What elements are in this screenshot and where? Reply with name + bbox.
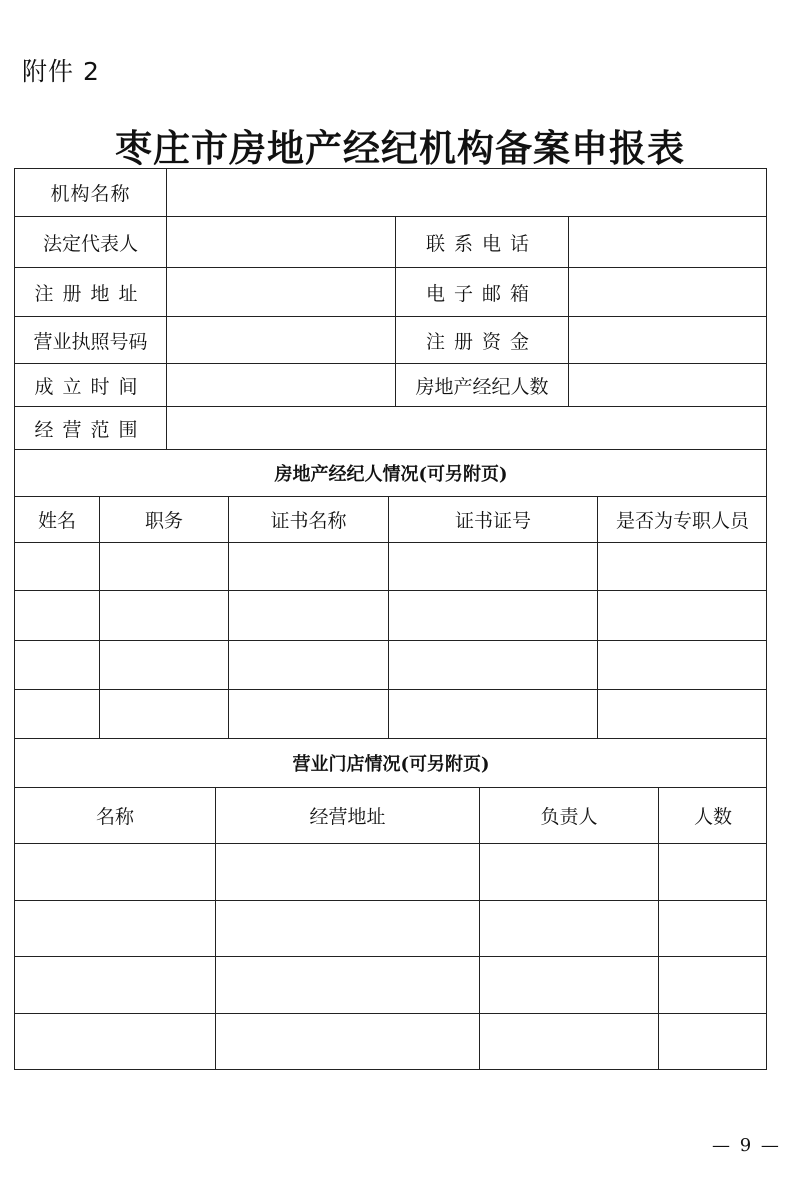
agent-count-label: 房地产经纪人数: [396, 364, 569, 407]
table-cell[interactable]: [100, 543, 229, 591]
table-cell[interactable]: [389, 641, 598, 690]
table-cell[interactable]: [216, 844, 480, 901]
capital-label: 注册资金: [396, 317, 569, 364]
registration-form-table: [14, 168, 767, 1070]
stores-col-manager: 负责人: [480, 788, 659, 844]
table-cell[interactable]: [15, 690, 100, 739]
table-cell[interactable]: [389, 543, 598, 591]
table-cell[interactable]: [659, 901, 767, 957]
table-cell[interactable]: [100, 690, 229, 739]
reg-address-field[interactable]: [167, 268, 396, 317]
table-cell[interactable]: [216, 901, 480, 957]
table-cell[interactable]: [100, 641, 229, 690]
table-cell[interactable]: [598, 641, 767, 690]
table-cell[interactable]: [480, 844, 659, 901]
table-cell[interactable]: [15, 591, 100, 641]
form-title: 枣庄市房地产经纪机构备案申报表: [115, 126, 685, 170]
table-cell[interactable]: [598, 591, 767, 641]
table-cell[interactable]: [216, 957, 480, 1014]
agent-count-field[interactable]: [569, 364, 767, 407]
table-cell[interactable]: [229, 543, 389, 591]
table-cell[interactable]: [15, 1014, 216, 1069]
table-cell[interactable]: [15, 901, 216, 957]
stores-col-address: 经营地址: [216, 788, 480, 844]
founded-field[interactable]: [167, 364, 396, 407]
table-cell[interactable]: [229, 641, 389, 690]
table-cell[interactable]: [659, 1014, 767, 1069]
table-cell[interactable]: [15, 844, 216, 901]
reg-address-label: 注册地址: [15, 268, 167, 317]
legal-rep-label: 法定代表人: [15, 217, 167, 268]
table-cell[interactable]: [15, 641, 100, 690]
table-cell[interactable]: [389, 690, 598, 739]
scope-field[interactable]: [167, 407, 767, 450]
table-cell[interactable]: [480, 901, 659, 957]
table-cell[interactable]: [15, 957, 216, 1014]
capital-field[interactable]: [569, 317, 767, 364]
agents-section-heading: 房地产经纪人情况(可另附页): [15, 450, 767, 497]
phone-label: 联系电话: [396, 217, 569, 268]
stores-col-name: 名称: [15, 788, 216, 844]
agents-col-fulltime: 是否为专职人员: [598, 497, 767, 543]
table-cell[interactable]: [100, 591, 229, 641]
table-cell[interactable]: [598, 690, 767, 739]
org-name-field[interactable]: [167, 169, 767, 217]
license-field[interactable]: [167, 317, 396, 364]
table-cell[interactable]: [229, 591, 389, 641]
license-label: 营业执照号码: [15, 317, 167, 364]
agents-col-name: 姓名: [15, 497, 100, 543]
email-label: 电子邮箱: [396, 268, 569, 317]
scope-label: 经营范围: [15, 407, 167, 450]
attachment-label: 附件 2: [22, 57, 100, 86]
agents-col-cert-name: 证书名称: [229, 497, 389, 543]
table-cell[interactable]: [229, 690, 389, 739]
founded-label: 成立时间: [15, 364, 167, 407]
table-cell[interactable]: [659, 844, 767, 901]
table-cell[interactable]: [389, 591, 598, 641]
table-cell[interactable]: [216, 1014, 480, 1069]
legal-rep-field[interactable]: [167, 217, 396, 268]
org-name-label: 机构名称: [15, 169, 167, 217]
stores-section-heading: 营业门店情况(可另附页): [15, 739, 767, 788]
page-number: — 9 —: [712, 1135, 781, 1156]
stores-col-headcount: 人数: [659, 788, 767, 844]
table-cell[interactable]: [480, 1014, 659, 1069]
agents-col-position: 职务: [100, 497, 229, 543]
table-cell[interactable]: [659, 957, 767, 1014]
phone-field[interactable]: [569, 217, 767, 268]
email-field[interactable]: [569, 268, 767, 317]
table-cell[interactable]: [598, 543, 767, 591]
agents-col-cert-number: 证书证号: [389, 497, 598, 543]
table-cell[interactable]: [480, 957, 659, 1014]
table-cell[interactable]: [15, 543, 100, 591]
